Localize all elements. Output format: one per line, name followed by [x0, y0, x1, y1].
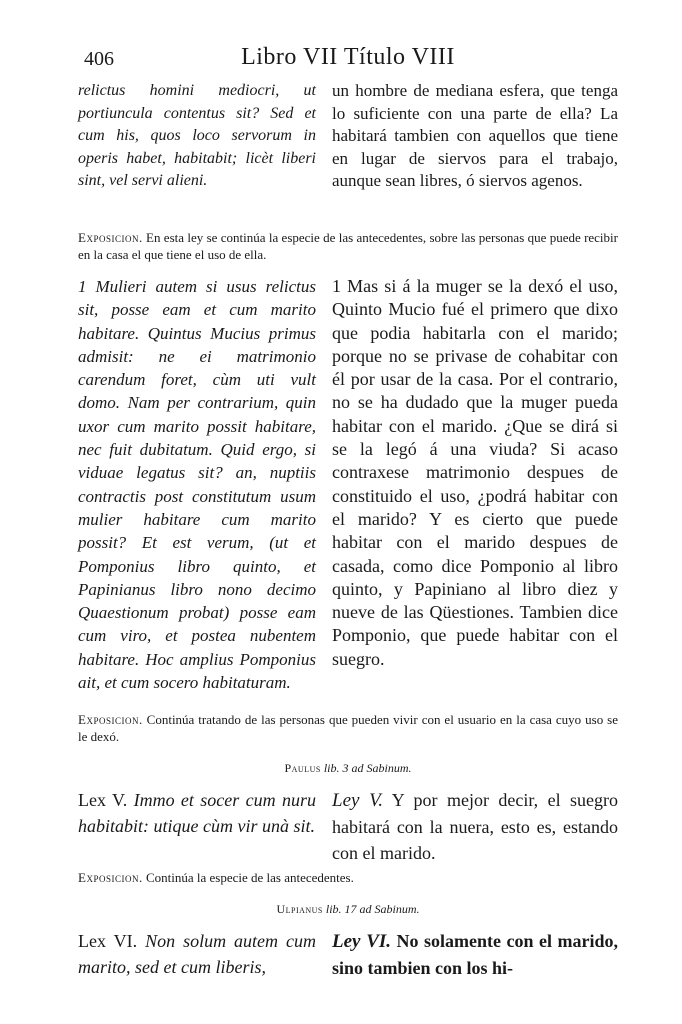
exposicion-note	[78, 230, 618, 263]
ley-6-text: No solamente con el marido, sino tambien con los hi-	[332, 931, 619, 978]
exposicion-label: Exposicion.	[78, 712, 143, 727]
exposicion-note	[78, 712, 618, 745]
lex-6-spanish	[332, 928, 618, 981]
ley-5-text: Y por mejor decir, el suegro habitará con la nuera, esto es, estando con el marido.	[332, 790, 618, 863]
page-number: 406	[84, 48, 114, 70]
latin-continuation: relictus homini mediocri, ut portiuncula contentus sit? Sed et cum his, quos loco servorum in operis habet, habitabit; licèt liberi sint, vel servi alieni.	[78, 82, 316, 190]
source-attribution	[78, 761, 618, 776]
exposicion-note	[78, 870, 618, 887]
exposicion-label: Exposicion.	[78, 230, 143, 245]
ley-6-label: Ley VI.	[332, 931, 392, 952]
lex-5-latin	[78, 787, 316, 839]
lex-6-latin	[78, 928, 316, 980]
exposicion-text: Continúa la especie de las antecedentes.	[142, 870, 354, 885]
attribution-author: Ulpianus	[276, 902, 323, 916]
page-header	[78, 40, 618, 74]
exposicion-text: Continúa tratando de las personas que pueden vivir con el usuario en la casa cuyo uso se le dexó.	[78, 712, 618, 744]
lex-5-spanish	[332, 787, 618, 866]
latin-paragraph-1: 1 Mulieri autem si usus relictus sit, posse eam et cum marito habitare. Quintus Mucius primus admisit: ne ei matrimonio carendum foret, cùm uti vult domo. Nam per contrarium, quin uxor cum marito possit habitare, nec fuit dubitatum. Quid ergo, si viduae legatus sit? an, nuptiis contractis post constitutum usum mulier habitare cum marito possit? Et est verum, (ut et Pomponius libro quinto, et Papinianus libro nono decimo Quaestionum probat) posse eam cum viro, et postea nubentem habitare. Hoc amplius Pomponius ait, et cum socero habitaturam.	[78, 277, 316, 693]
continuation-block	[78, 80, 618, 220]
lex-6-latin-text: Non solum autem cum marito, sed et cum liberis,	[78, 931, 316, 977]
running-title: Libro VII Título VIII	[241, 44, 455, 70]
attribution-author: Paulus	[284, 761, 321, 775]
lex-5-label: Lex V.	[78, 790, 128, 810]
attribution-source: lib. 17 ad Sabinum.	[325, 902, 420, 916]
spanish-continuation: un hombre de mediana esfera, que tenga lo suficiente con una parte de ella? La habitará tambien con aquellos que tiene en lugar de siervos para el trabajo, aunque sean libres, ó siervos agenos.	[332, 81, 618, 191]
lex-6-block	[78, 928, 618, 984]
attribution-source: lib. 3 ad Sabinum.	[323, 761, 412, 775]
ley-5-label: Ley V.	[332, 790, 384, 811]
source-attribution	[78, 902, 618, 917]
lex-5-block	[78, 787, 618, 865]
lex-6-label: Lex VI.	[78, 931, 138, 951]
exposicion-text: En esta ley se continúa la especie de las antecedentes, sobre las personas que puede recibir en la casa el que tiene el uso de ella.	[78, 230, 618, 262]
spanish-paragraph-1: 1 Mas si á la muger se la dexó el uso, Quinto Mucio fué el primero que dixo que podia habitarla con el marido; porque no se privase de cohabitar con él por usar de la casa. Por el contrario, no se ha dudado que la muger pueda habitar con el marido. ¿Que se dirá si se la legó á una viuda? Si acaso contraxese matrimonio despues de constituido el uso, ¿podrá habitar con el marido? Y es cierto que puede habitar con el marido despues de casada, como dice Pomponio al libro quinto, y Papiniano al libro diez y nueve de las Qüestiones. Tambien dice Pomponio, que puede habitar con el suegro.	[332, 276, 618, 669]
lex-5-latin-text: Immo et socer cum nuru habitabit: utique cùm vir unà sit.	[78, 790, 317, 836]
exposicion-label: Exposicion.	[78, 870, 143, 885]
paragraph-1-block	[78, 275, 618, 705]
